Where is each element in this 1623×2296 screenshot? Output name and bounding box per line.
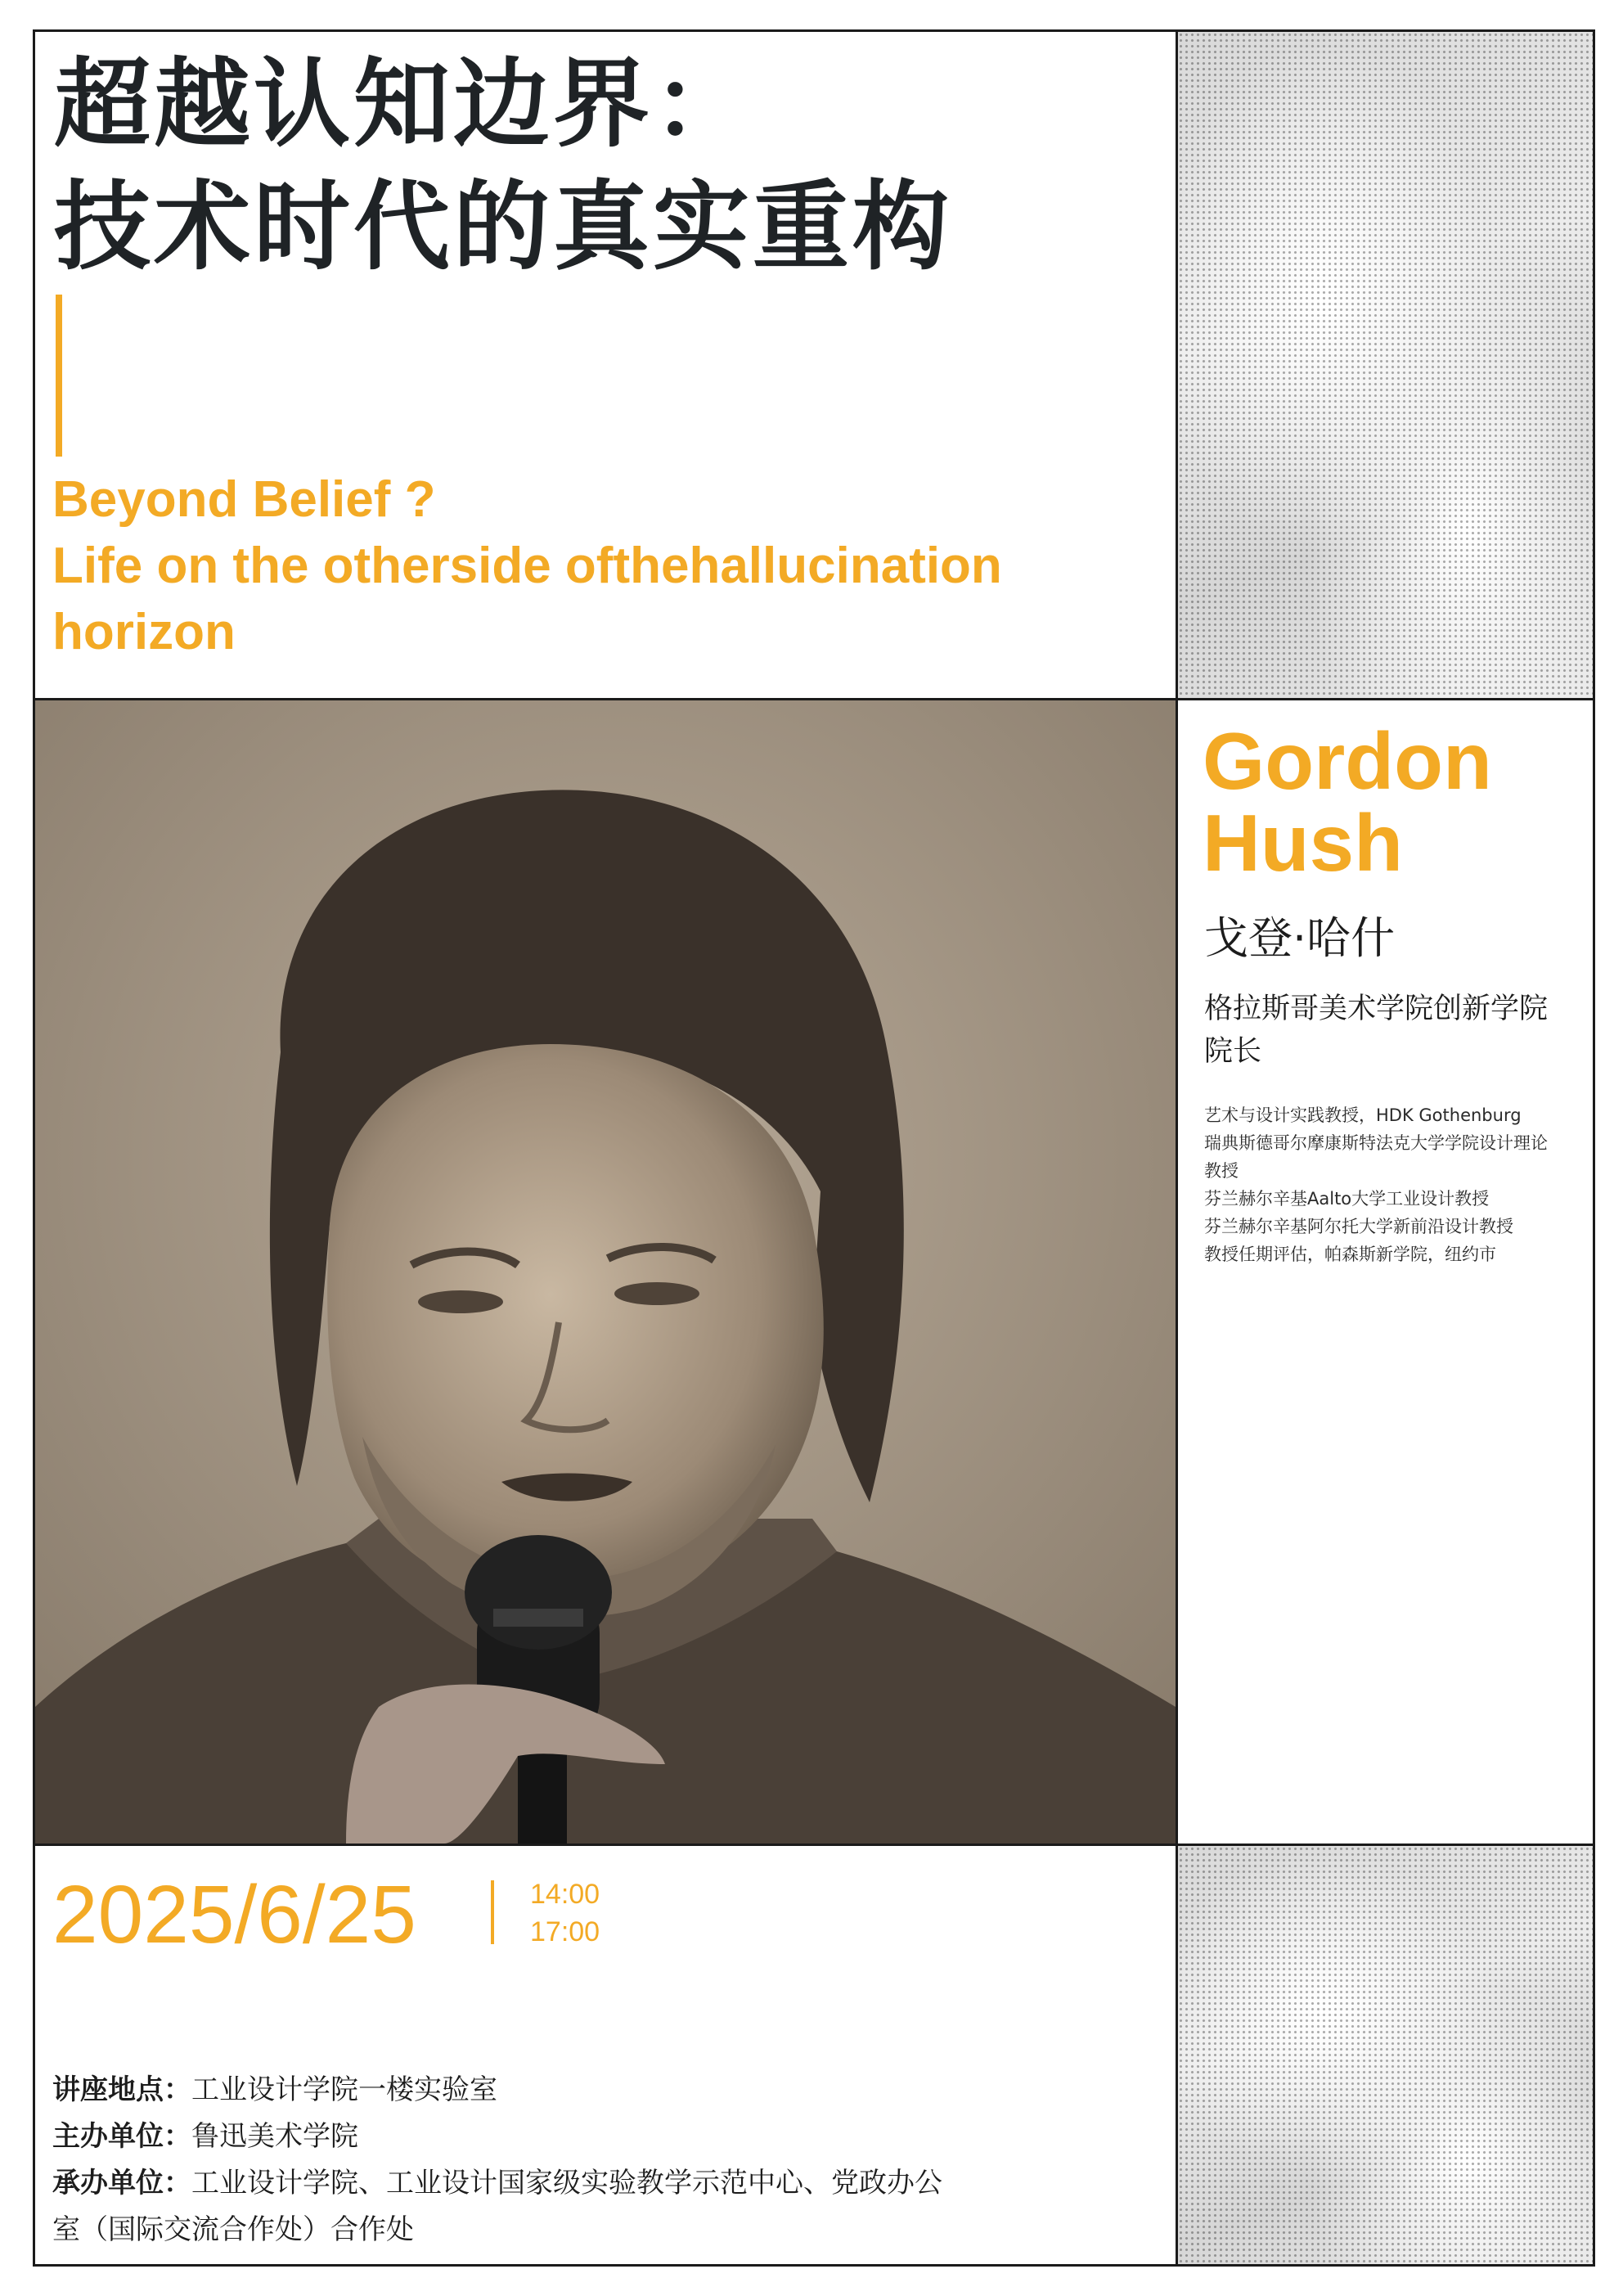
speaker-name-en-line-1: Gordon xyxy=(1203,716,1492,806)
venue-label: 讲座地点： xyxy=(52,2073,191,2106)
event-info xyxy=(52,2067,1116,2253)
subtitle-line-2: Life on the otherside ofthehallucination xyxy=(52,538,1002,594)
credential-line: 芬兰赫尔辛基Aalto大学工业设计教授 xyxy=(1204,1189,1490,1209)
halftone-pattern-bottom xyxy=(1178,1846,1593,2264)
venue-row xyxy=(52,2067,1116,2114)
halftone-pattern-top xyxy=(1178,32,1593,698)
event-time-start: 14:00 xyxy=(530,1879,600,1910)
organizer-value: 工业设计学院、工业设计国家级实验教学示范中心、党政办公 xyxy=(191,2167,942,2199)
host-label: 主办单位： xyxy=(52,2120,191,2153)
title-line-1: 超越认知边界： xyxy=(54,47,753,160)
speaker-role-line-2: 院长 xyxy=(1204,1035,1262,1068)
event-date: 2025/6/25 xyxy=(52,1869,416,1961)
venue-value: 工业设计学院一楼实验室 xyxy=(191,2073,497,2106)
credential-line: 艺术与设计实践教授，HDK Gothenburg xyxy=(1204,1105,1522,1125)
organizer-label: 承办单位： xyxy=(52,2167,191,2199)
speaker-photo xyxy=(35,700,1176,1844)
organizer-row-continued: 室（国际交流合作处）合作处 xyxy=(52,2213,414,2246)
host-value: 鲁迅美术学院 xyxy=(191,2120,358,2153)
title-line-2: 技术时代的真实重构 xyxy=(54,170,953,283)
host-row xyxy=(52,2114,1116,2160)
event-time-end: 17:00 xyxy=(530,1916,600,1947)
credential-line: 教授 xyxy=(1204,1161,1239,1181)
subtitle-line-1: Beyond Belief ? xyxy=(52,471,436,528)
speaker-credentials xyxy=(1204,1101,1582,1268)
subtitle-line-3: horizon xyxy=(52,604,236,660)
speaker-name-en-line-2: Hush xyxy=(1203,798,1403,888)
organizer-row xyxy=(52,2160,1116,2207)
speaker-name-cn: 戈登·哈什 xyxy=(1204,912,1396,964)
credential-line: 瑞典斯德哥尔摩康斯特法克大学学院设计理论 xyxy=(1204,1133,1548,1153)
speaker-name-en xyxy=(1203,716,1492,888)
credential-line: 芬兰赫尔辛基阿尔托大学新前沿设计教授 xyxy=(1204,1217,1513,1236)
credential-line: 教授任期评估，帕森斯新学院，纽约市 xyxy=(1204,1245,1496,1264)
date-separator xyxy=(491,1880,494,1944)
speaker-role xyxy=(1204,988,1580,1073)
event-time xyxy=(530,1875,600,1951)
accent-bar xyxy=(56,295,62,457)
speaker-role-line-1: 格拉斯哥美术学院创新学院 xyxy=(1204,993,1549,1025)
poster-subtitle xyxy=(52,466,1002,665)
poster-title xyxy=(54,43,952,288)
